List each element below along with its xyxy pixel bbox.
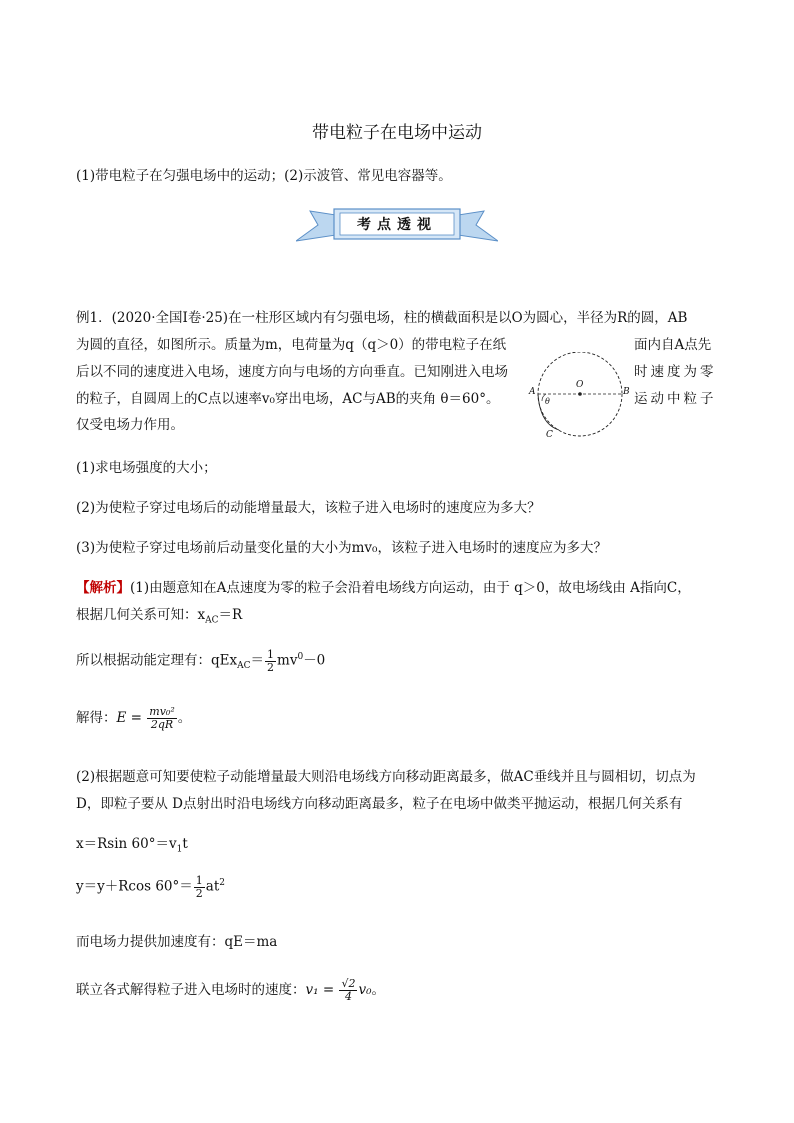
label-o: O [576,380,584,390]
example-line-4: 的粒子，自圆周上的C点以速率v₀穿出电场，AC与AB的夹角 θ＝60°。 [76,391,500,407]
solution-part2-line-2: D，即粒子要从 D点射出时沿电场线方向移动距离最多，粒子在电场中做类平抛运动，根据几何关系有 [76,796,683,812]
equation-x: x＝Rsin $60^\circ=v_1t$ [76,836,188,855]
solution-line-2: 根据几何关系可知：$x_{AC}=R$ [76,607,243,626]
equation-force: 而电场力提供加速度有：qE＝ma [76,934,278,950]
equation-y: y＝y＋Rcos 60°＝ $\frac{1}{2}$ $at^2$ [76,873,225,900]
question-3: (3)为使粒子穿过电场前后动量变化量的大小为mv₀，该粒子进入电场时的速度应为多大？ [76,540,607,556]
label-b: B [623,387,630,397]
example-line-2: 为圆的直径，如图所示。质量为m，电荷量为q（q＞0）的带电粒子在纸 [76,337,507,353]
fraction-half-2: $\frac{1}{2}$ [195,873,203,900]
section-banner [296,203,498,247]
circle-figure [526,352,630,448]
solution-part2-line-1: (2)根据题意可知要使粒子动能增量最大则沿电场线方向移动距离最多，做AC垂线并且与圆相切，切点为 [76,769,696,785]
fraction-root2-4: $\frac{√2}{4}$ [341,977,356,1003]
energy-equation: 所以根据动能定理有：qEx$_{AC}$＝ $\frac{1}{2}$ $mv^0-0$ [76,647,326,674]
fraction-e: $\frac{\text{mv₀²}}{2qR}$ [149,705,175,731]
label-c: C [546,430,553,440]
solution-line-1 [76,579,691,597]
banner-label: 考点透视 [357,217,437,233]
final-answer: 联立各式解得粒子进入电场时的速度：v₁ = $\frac{√2}{4}$ v₀。 [76,977,386,1003]
intro-text: (1)带电粒子在匀强电场中的运动；(2)示波管、常见电容器等。 [76,168,452,184]
example-line-5: 仅受电场力作用。 [76,417,184,433]
label-theta: θ [545,397,550,406]
example-line-2-right: 面内自A点先 [634,337,712,353]
solution-tag: 【解析】 [76,580,130,596]
example-line-3: 后以不同的速度进入电场，速度方向与电场的方向垂直。已知刚进入电场 [76,364,508,380]
result-e: 解得：E = $\frac{\text{mv₀²}}{2qR}$ 。 [76,705,192,731]
solution-text-1: (1)由题意知在A点速度为零的粒子会沿着电场线方向运动，由于 q＞0，故电场线由 A指向C， [130,580,691,596]
question-1: (1)求电场强度的大小； [76,460,217,476]
fraction-half: $\frac{1}{2}$ [267,647,275,674]
page-title: 带电粒子在电场中运动 [312,123,482,143]
example-line-1: 例1．(2020·全国Ⅰ卷·25)在一柱形区域内有匀强电场，柱的横截面积是以O为圆心，半径为R的圆，AB [76,310,688,326]
label-a: A [529,387,536,397]
example-line-3-right: 时速度为零 [634,364,717,380]
example-line-4-right: 运动中粒子 [634,391,717,407]
question-2: (2)为使粒子穿过电场后的动能增量最大，该粒子进入电场时的速度应为多大？ [76,500,541,516]
circle-diagram [526,352,630,448]
